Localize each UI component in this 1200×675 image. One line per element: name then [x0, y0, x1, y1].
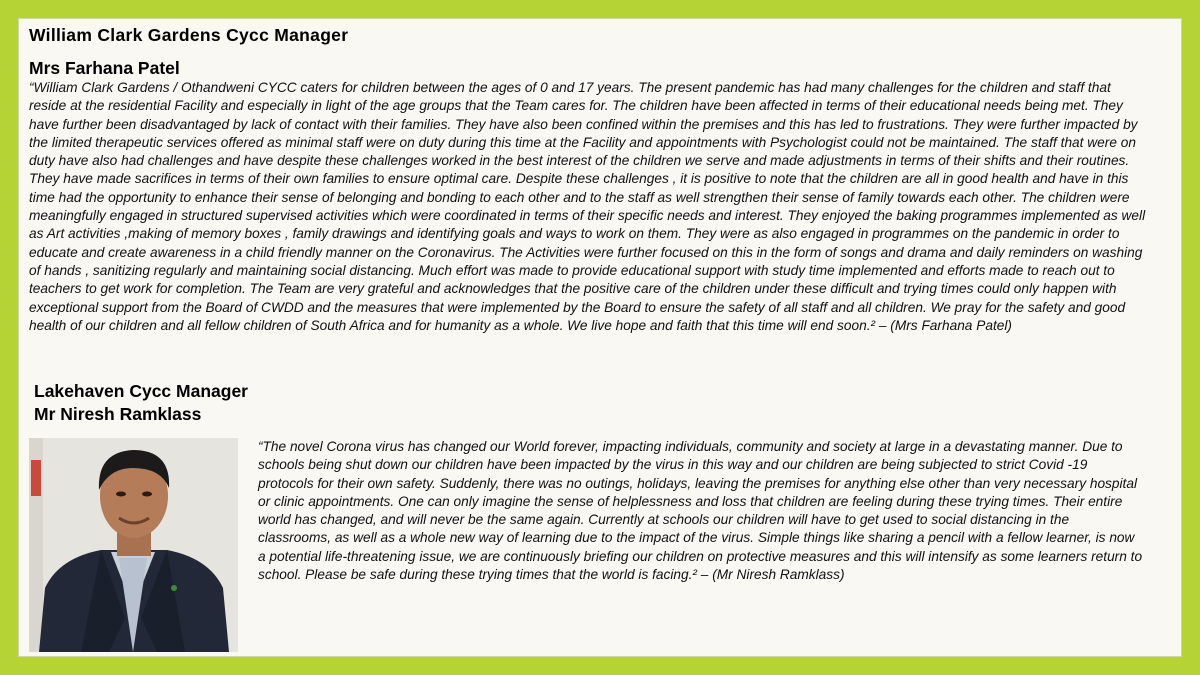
section2-manager-name: Mr Niresh Ramklass	[34, 404, 202, 424]
section2-title: Lakehaven Cycc Manager	[34, 381, 248, 401]
section1-quote: “William Clark Gardens / Othandweni CYCC caters for children between the ages of 0 and 17 years. The present pandemic has had many challenges for the children and staff that reside at the residential Facility and especially in light of the age groups that the Team cares for. The children have been affected in terms of their educational needs being met. They have further been disadvantaged by lack of contact with their families. They have also been confined within the premises and this has led to frustrations. They were further impacted by the limited therapeutic services offered as minimal staff were on duty during this time at the Facility and appointments with Psychologist could not be maintained. The staff that were on duty have also had challenges and have despite these challenges worked in the best interest of the children we serve and made adjustments in terms of their shifts and their routines. They have made sacrifices in terms of their own families to ensure optimal care. Despite these challenges , it is positive to note that the children are all in good health and have in this time had the opportunity to enhance their sense of belonging and bonding to each other and to the staff as well strengthen their sense of family towards each other. The children were meaningfully engaged in structured supervised activities which were coordinated in terms of their specific needs and interest. They enjoyed the baking programmes implemented as well as Art activities ,making of memory boxes , family drawings and identifying goals and ways to work on them. They were as also engaged in programmes on the pandemic in order to educate and create awareness in a child friendly manner on the Coronavirus. The Activities were further focused on this in the form of songs and drama and daily reminders on washing of hands , sanitizing regularly and maintaining social distancing. Much effort was made to provide educational support with study time implemented and efforts made to reach out to teachers to get work for completion. The Team are very grateful and acknowledges that the positive care of the children under these difficult and trying times could only happen with exceptional support from the Board of CWDD and the measures that were implemented by the Board to ensure the safety of all staff and all children. We pray for the safety and good health of our children and all fellow children of South Africa and for humanity as a whole. We live hope and faith that this time will end soon.² – (Mrs Farhana Patel)	[29, 80, 1146, 333]
portrait-photo-icon	[29, 438, 238, 652]
manager-photo	[29, 438, 238, 652]
section1-manager-name: Mrs Farhana Patel	[29, 58, 180, 78]
section1-title: William Clark Gardens Cycc Manager	[29, 25, 349, 45]
section2-quote: “The novel Corona virus has changed our World forever, impacting individuals, community and society at large in a devastating manner. Due to schools being shut down our children have been impacted by the virus in this way and our children are being subjected to strict Covid -19 protocols for their own safety. Suddenly, there was no outings, holidays, leaving the premises for anything else other than very necessary hospital or clinic appointments. One can only imagine the sense of helplessness and loss that children are feeling during these trying times. Their entire world has changed, and will never be the same again. Currently at schools our children will have to get used to social distancing in the classrooms, as well as a whole new way of learning due to the impact of the virus. Simple things like sharing a pencil with a fellow learner, is now a potential life-threatening issue, we are continuously briefing our children on protective measures and this will intensify as some learners return to school. Please be safe during these trying times that the world is facing.² – (Mr Niresh Ramklass)	[258, 439, 1143, 583]
content-panel	[18, 18, 1182, 657]
